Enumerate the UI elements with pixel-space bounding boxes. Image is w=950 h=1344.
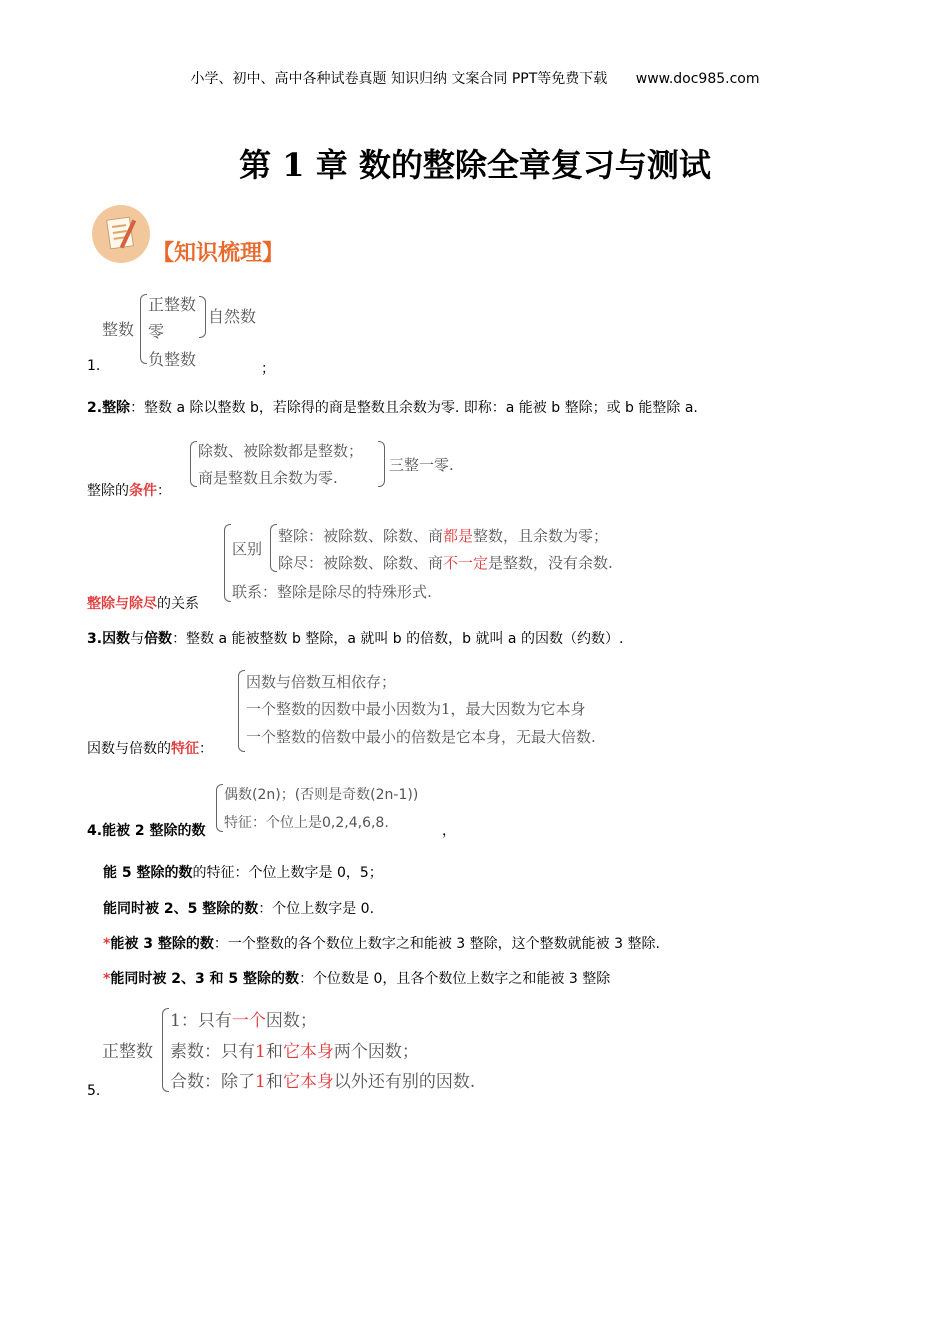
condition-item: 商是整数且余数为零.	[198, 469, 338, 487]
feature-label: 因数与倍数的特征：	[87, 741, 213, 757]
feature-item: 一个整数的因数中最小因数为1，最大因数为它本身	[246, 700, 586, 718]
header-url: www.doc985.com	[635, 71, 760, 87]
divisible-by-2-and-5-rule: 能同时被 2、5 整除的数：个位上数字是 0.	[103, 901, 375, 917]
divisible-by-2-label: 4.能被 2 整除的数	[87, 823, 206, 839]
relation-label: 整除与除尽的关系	[87, 596, 199, 612]
item-number-5: 5.	[87, 1083, 101, 1099]
diagram-root: 整数	[102, 320, 135, 339]
left-brace	[190, 441, 197, 487]
left-brace	[270, 524, 277, 572]
page-title: 第 1 章 数的整除全章复习与测试	[239, 146, 711, 184]
item-positive-integer: 正整数	[148, 295, 197, 314]
factor-multiple-definition: 3.因数与倍数：整数 a 能被整数 b 整除，a 就叫 b 的倍数，b 就叫 a 的因数（约数）.	[87, 631, 624, 647]
left-brace	[238, 670, 245, 752]
right-brace	[199, 296, 206, 338]
right-brace	[378, 441, 385, 487]
positive-integer-root: 正整数	[102, 1042, 153, 1062]
condition-item: 除数、被除数都是整数；	[198, 442, 364, 460]
feature-item: 一个整数的倍数中最小的倍数是它本身，无最大倍数.	[246, 728, 596, 746]
left-brace	[162, 1008, 169, 1092]
even-number-item: 偶数(2n)；(否则是奇数(2n-1))	[224, 787, 419, 803]
category-prime: 素数：只有1和它本身两个因数；	[170, 1042, 419, 1062]
condition-result: 三整一零.	[389, 456, 454, 474]
category-one: 1：只有一个因数；	[170, 1011, 317, 1031]
header-text: 小学、初中、高中各种试卷真题 知识归纳 文案合同 PPT等免费下载	[190, 71, 608, 87]
left-brace	[140, 294, 147, 364]
divisible-by-3-rule: *能被 3 整除的数：一个整数的各个数位上数字之和能被 3 整除，这个整数就能被 3 整除.	[103, 936, 660, 952]
divisible-by-5-rule: 能 5 整除的数的特征：个位上数字是 0，5；	[103, 865, 383, 881]
item-number-1: 1.	[87, 358, 101, 374]
item-negative-integer: 负整数	[148, 350, 197, 369]
even-feature-item: 特征：个位上是0,2,4,6,8.	[224, 815, 389, 831]
difference-item-divisible: 整除：被除数、除数、商都是整数，且余数为零；	[278, 527, 609, 545]
item-zero: 零	[148, 322, 165, 341]
comma: ，	[442, 823, 456, 839]
divisibility-definition: 2.整除：整数 a 除以整数 b，若除得的商是整数且余数为零. 即称：a 能被 b 整除；或 b 能整除 a.	[87, 400, 698, 416]
semicolon: ；	[261, 361, 275, 377]
divisible-by-2-3-5-rule: *能同时被 2、3 和 5 整除的数：个位数是 0，且各个数位上数字之和能被 3 整除	[103, 971, 611, 987]
category-composite: 合数：除了1和它本身以外还有别的因数.	[170, 1072, 476, 1092]
relation-link: 联系：整除是除尽的特殊形式.	[232, 583, 432, 601]
notebook-icon	[92, 205, 150, 263]
feature-item: 因数与倍数互相依存；	[246, 673, 397, 691]
page-header	[0, 68, 950, 88]
group-natural-number: 自然数	[208, 307, 257, 326]
condition-label: 整除的条件：	[87, 483, 171, 499]
left-brace	[216, 784, 223, 832]
left-brace	[224, 524, 231, 602]
difference-label: 区别	[232, 540, 263, 558]
section-title: 【知识梳理】	[152, 241, 285, 266]
difference-item-exact: 除尽：被除数、除数、商不一定是整数，没有余数.	[278, 554, 613, 572]
